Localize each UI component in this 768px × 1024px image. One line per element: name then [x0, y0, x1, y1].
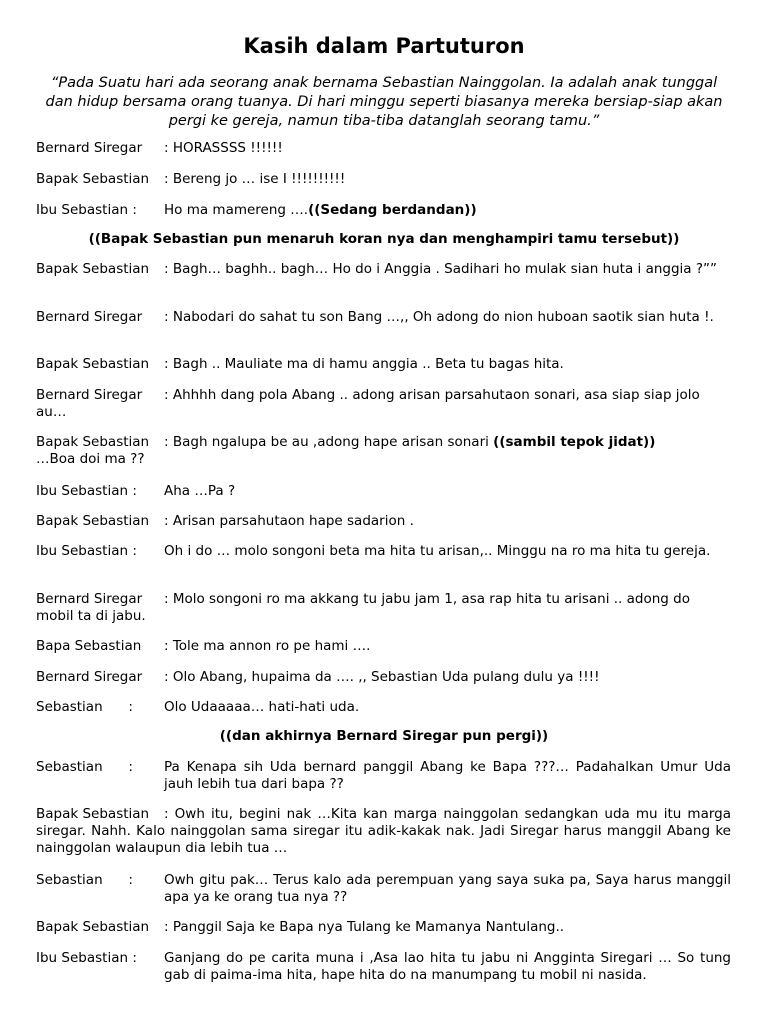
speaker: Sebastian : — [36, 699, 133, 715]
speaker: Bapak Sebastian — [36, 356, 150, 372]
speaker: Bapak Sebastian — [36, 806, 150, 822]
intro-paragraph: “Pada Suatu hari ada seorang anak bernama Sebastian Nainggolan. Ia adalah anak tunggal dan hidup bersama orang tuanya. Di hari minggu seperti biasanya mereka bersiap-siap akan pergi ke gereja, namun tiba-tiba datanglah seorang tamu.” — [45, 75, 723, 129]
dialogue-text: : Molo songoni ro ma akkang tu jabu jam 1, asa rap hita tu arisani .. adong do mobil ta di jabu. — [36, 591, 690, 624]
speaker: Bapak Sebastian — [36, 434, 150, 450]
dialogue-line — [36, 309, 731, 326]
stage-note: ((sambil tepok jidat)) — [493, 434, 656, 450]
stage-direction: ((Bapak Sebastian pun menaruh koran nya dan menghampiri tamu tersebut)) — [88, 231, 680, 247]
speaker: Bapa Sebastian — [36, 638, 142, 654]
speaker: Ibu Sebastian : — [36, 950, 137, 966]
dialogue-line — [36, 356, 731, 373]
dialogue-line — [36, 669, 731, 686]
dialogue-text: : Tole ma annon ro pe hami …. — [164, 638, 371, 654]
dialogue-line — [36, 872, 731, 906]
dialogue-text: Oh i do … molo songoni beta ma hita tu arisan,.. Minggu na ro ma hita tu gereja. — [164, 543, 711, 559]
dialogue-line — [36, 261, 731, 278]
speaker: Sebastian : — [36, 759, 133, 775]
dialogue-text — [36, 202, 731, 219]
dialogue-text: Ganjang do pe carita muna i ,Asa lao hita tu jabu ni Angginta Siregari … So tung gab di paima-ima hita, hape hita do na manumpang tu mobil ni nasida. — [164, 950, 731, 983]
dialogue-text: : Panggil Saja ke Bapa nya Tulang ke Mamanya Nantulang.. — [164, 919, 565, 935]
dialogue-line — [36, 543, 731, 560]
dialogue-line — [36, 387, 731, 421]
dialogue-line — [36, 638, 731, 655]
speaker: Bernard Siregar — [36, 387, 143, 403]
dialogue-line — [36, 513, 731, 530]
dialogue-text-plain: : Bagh ngalupa be au ,adong hape arisan sonari — [164, 434, 494, 450]
dialogue-text: : Olo Abang, hupaima da …. ,, Sebastian Uda pulang dulu ya !!!! — [164, 669, 600, 685]
stage-note: ((Sedang berdandan)) — [308, 202, 477, 218]
dialogue-line — [36, 759, 731, 793]
speaker: Bapak Sebastian — [36, 919, 150, 935]
dialogue-text: : Nabodari do sahat tu son Bang …,, Oh adong do nion huboan saotik sian huta !. — [164, 309, 714, 325]
dialogue-text: : Bagh… baghh.. bagh… Ho do i Anggia . Sadihari ho mulak sian huta i anggia ?”” — [164, 261, 718, 277]
speaker: Bernard Siregar — [36, 669, 143, 685]
speaker: Ibu Sebastian : — [36, 202, 137, 218]
dialogue-text: : Arisan parsahutaon hape sadarion . — [164, 513, 414, 529]
dialogue-text: : Owh itu, begini nak …Kita kan marga nainggolan sedangkan uda mu itu marga siregar. Nahh. Kalo nainggolan sama siregar itu adik-kakak nak. Jadi Siregar harus manggil Abang ke nainggolan walaupun dia lebih tua … — [36, 806, 731, 856]
speaker: Bernard Siregar — [36, 591, 143, 607]
speaker: Bapak Sebastian — [36, 261, 150, 277]
speaker: Bernard Siregar — [36, 309, 143, 325]
dialogue-line — [36, 171, 731, 188]
dialogue-line — [36, 699, 731, 716]
dialogue-line — [36, 483, 731, 500]
speaker: Ibu Sebastian : — [36, 543, 137, 559]
dialogue-text: : Bereng jo … ise I !!!!!!!!!! — [164, 171, 346, 187]
dialogue-line — [36, 434, 731, 468]
dialogue-text: Pa Kenapa sih Uda bernard panggil Abang ke Bapa ???… Padahalkan Umur Uda jauh lebih tua dari bapa ?? — [164, 759, 731, 792]
dialogue-line — [36, 140, 731, 157]
dialogue-line — [36, 202, 731, 219]
speaker: Bapak Sebastian — [36, 171, 150, 187]
dialogue-text: : Ahhhh dang pola Abang .. adong arisan parsahutaon sonari, asa siap siap jolo au… — [36, 387, 700, 420]
dialogue-text: Olo Udaaaaa… hati-hati uda. — [164, 699, 360, 715]
dialogue-text: Aha …Pa ? — [164, 483, 236, 499]
speaker: Bernard Siregar — [36, 140, 143, 156]
speaker: Ibu Sebastian : — [36, 483, 137, 499]
dialogue-text: Owh gitu pak… Terus kalo ada perempuan yang saya suka pa, Saya harus manggil apa ya ke orang tua nya ?? — [164, 872, 731, 905]
speaker: Bapak Sebastian — [36, 513, 150, 529]
dialogue-line — [36, 591, 731, 625]
dialogue-line — [36, 919, 731, 936]
dialogue-text: : HORASSSS !!!!!! — [164, 140, 283, 156]
dialogue-line — [36, 806, 731, 857]
speaker: Sebastian : — [36, 872, 133, 888]
dialogue-text: : Bagh .. Mauliate ma di hamu anggia .. Beta tu bagas hita. — [164, 356, 564, 372]
dialogue-text-plain: Ho ma mamereng …. — [164, 202, 309, 218]
dialogue-text-continued: …Boa doi ma ?? — [36, 451, 145, 467]
dialogue-line — [36, 950, 731, 984]
stage-direction: ((dan akhirnya Bernard Siregar pun pergi)) — [219, 728, 549, 744]
document-title: Kasih dalam Partuturon — [243, 34, 525, 58]
